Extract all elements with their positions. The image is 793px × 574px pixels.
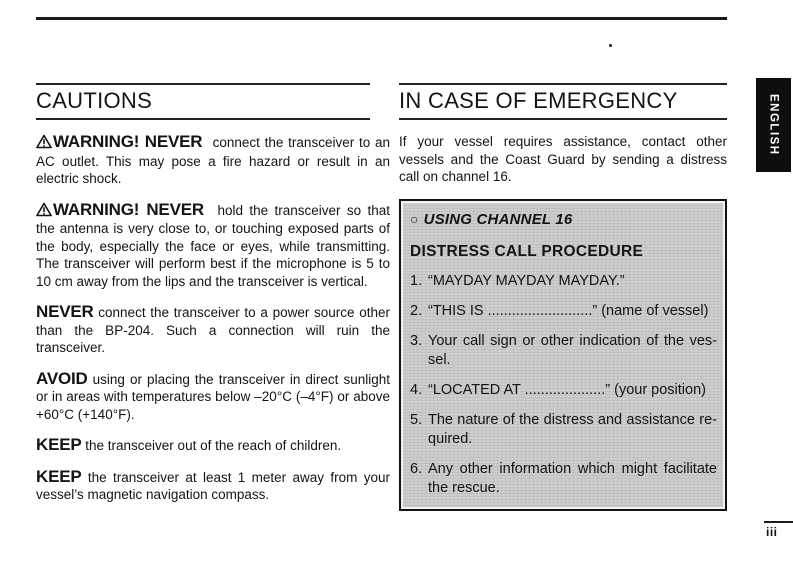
warning-lead-label: WARNING! NEVER (53, 132, 203, 151)
step-number: 1. (410, 272, 423, 289)
paragraph-text: connect the transceiver to an AC outlet. This may pose a fire hazard or result in an electric shock. (36, 135, 390, 186)
paragraph-text: connect the transceiver to a power source other than the BP-204. Such a connection will ruin the transceiver. (36, 305, 390, 355)
procedure-step-1 (410, 272, 717, 291)
emergency-title: IN CASE OF EMERGENCY (399, 83, 727, 120)
caution-paragraph-avoid (36, 370, 390, 424)
warning-triangle-icon (36, 202, 52, 221)
step-text: Any other information which might facilitate the rescue. (428, 460, 717, 496)
cautions-column (36, 83, 390, 504)
page-number: iii (766, 525, 778, 539)
emergency-intro: If your vessel requires assistance, contact other vessels and the Coast Guard by sending a distress call on channel 16. (399, 134, 727, 184)
distress-procedure-box (399, 199, 727, 511)
step-number: 6. (410, 460, 423, 477)
avoid-lead: AVOID (36, 368, 88, 388)
caution-paragraph-never (36, 303, 390, 357)
step-number: 3. (410, 332, 423, 349)
distress-call-procedure-heading: DISTRESS CALL PROCEDURE (410, 242, 644, 260)
step-text: “THIS IS ..........................” (name of vessel) (428, 302, 709, 319)
never-lead: NEVER (36, 302, 94, 321)
keep-lead: KEEP (36, 435, 82, 454)
footer-rule (764, 521, 793, 523)
step-text: Your call sign or other indication of the vessel. (428, 332, 717, 368)
procedure-step-4 (410, 381, 717, 400)
step-number: 4. (410, 381, 423, 398)
procedure-step-5 (410, 411, 717, 449)
paragraph-text: the transceiver out of the reach of children. (85, 438, 342, 453)
warning-lead-label: WARNING! NEVER (53, 199, 204, 219)
caution-paragraph-keep-1 (36, 436, 390, 455)
circle-bullet-icon: ○ (410, 210, 419, 227)
warning-lead (36, 132, 208, 151)
emergency-column (399, 83, 727, 511)
scan-dot-artifact (609, 44, 612, 47)
caution-paragraph-warning-1 (36, 133, 390, 188)
procedure-steps (410, 272, 717, 498)
english-language-tab: ENGLISH (756, 78, 791, 172)
caution-paragraph-keep-2 (36, 468, 390, 504)
step-text: “LOCATED AT ....................” (your position) (428, 381, 706, 398)
paragraph-text: hold the transceiver so that the antenna is very close to, or touching exposed parts of the body, especially the face or eyes, while transmitting. The transceiver will perform best if the microphone is 5 to 10 cm away from the lips and the transceiver is vertical. (36, 202, 390, 289)
step-number: 5. (410, 411, 423, 428)
paragraph-text: using or placing the transceiver in direct sunlight or in areas with temperatures below –20°C (–4°F) or above +60°C (+140°F). (36, 371, 390, 422)
cautions-title: CAUTIONS (36, 83, 370, 120)
step-number: 2. (410, 302, 423, 319)
paragraph-text: the transceiver at least 1 meter away from your vessel’s magnetic navigation compass. (36, 469, 390, 502)
procedure-step-3 (410, 332, 717, 370)
top-rule (36, 17, 727, 20)
warning-lead (36, 200, 211, 219)
step-text: The nature of the distress and assistance required. (428, 411, 717, 447)
keep-lead: KEEP (36, 466, 82, 486)
warning-triangle-icon (36, 134, 52, 153)
using-channel-16-label: USING CHANNEL 16 (423, 210, 573, 228)
procedure-step-2 (410, 302, 717, 321)
procedure-step-6 (410, 460, 717, 498)
caution-paragraph-warning-2 (36, 201, 390, 291)
step-text: “MAYDAY MAYDAY MAYDAY.” (428, 272, 625, 289)
using-channel-16-heading (410, 211, 717, 228)
